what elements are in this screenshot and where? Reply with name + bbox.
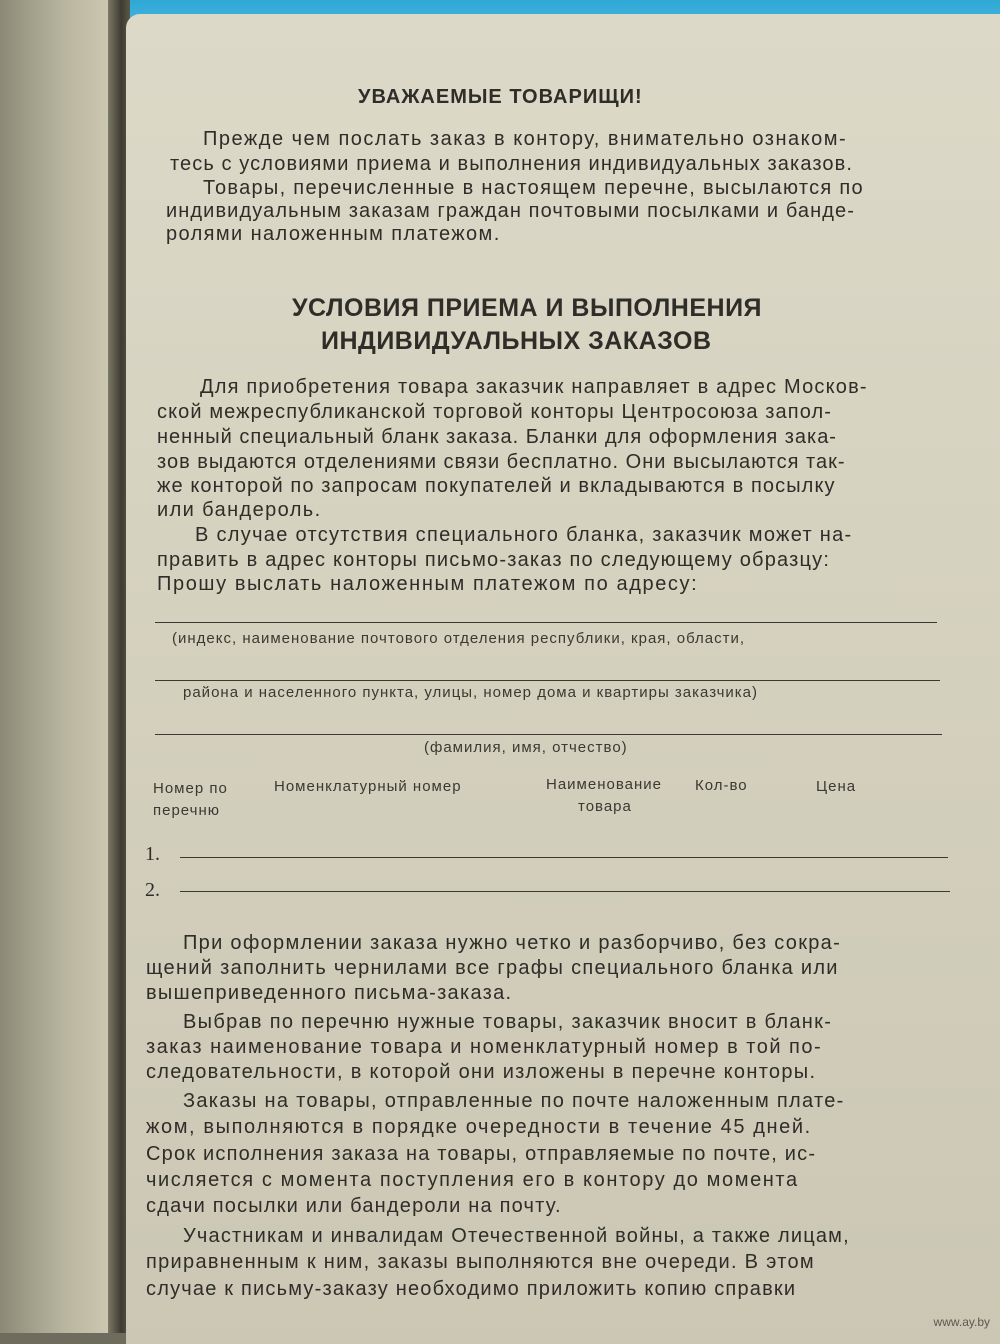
intro-line: Прежде чем послать заказ в контору, внимательно ознаком-	[203, 128, 848, 150]
conditions-line: В случае отсутствия специального бланка, заказчик может на-	[195, 524, 853, 546]
row-number: 2.	[145, 879, 160, 901]
column-number: перечню	[153, 802, 220, 819]
intro-line: Товары, перечисленные в настоящем перечне, высылаются по	[203, 177, 864, 199]
closing-line: жом, выполняются в порядке очередности в течение 45 дней.	[146, 1116, 812, 1138]
page-heading: УВАЖАЕМЫЕ ТОВАРИЩИ!	[358, 86, 643, 108]
order-row-line	[180, 891, 950, 892]
address-line	[155, 622, 937, 623]
conditions-line: ской межреспубликанской торговой конторы Центросоюза запол-	[157, 401, 833, 423]
section-title: ИНДИВИДУАЛЬНЫХ ЗАКАЗОВ	[321, 327, 712, 355]
name-line	[155, 734, 942, 735]
closing-line: приравненным к ним, заказы выполняются вне очереди. В этом	[146, 1251, 815, 1273]
conditions-line: или бандероль.	[157, 499, 322, 521]
conditions-line: править в адрес конторы письмо-заказ по следующему образцу:	[157, 549, 831, 571]
intro-line: тесь с условиями приема и выполнения индивидуальных заказов.	[170, 153, 853, 175]
address-line	[155, 680, 940, 681]
column-qty: Кол-во	[695, 777, 748, 794]
closing-line: числяется с момента поступления его в контору до момента	[146, 1169, 799, 1191]
closing-line: заказ наименование товара и номенклатурный номер в той по-	[146, 1036, 823, 1058]
intro-line: ролями наложенным платежом.	[166, 223, 501, 245]
left-page	[0, 0, 118, 1333]
closing-line: вышеприведенного письма-заказа.	[146, 982, 513, 1004]
conditions-line: Прошу выслать наложенным платежом по адресу:	[157, 573, 699, 595]
column-name: Наименование	[546, 776, 662, 793]
column-name: товара	[578, 798, 632, 815]
conditions-line: зов выдаются отделениями связи бесплатно. Они высылаются так-	[157, 451, 846, 473]
conditions-line: ненный специальный бланк заказа. Бланки для оформления зака-	[157, 426, 837, 448]
row-number: 1.	[145, 843, 160, 865]
address-caption: (индекс, наименование почтового отделения республики, края, области,	[172, 630, 746, 647]
closing-line: случае к письму-заказу необходимо приложить копию справки	[146, 1278, 797, 1300]
column-price: Цена	[816, 778, 857, 795]
name-caption: (фамилия, имя, отчество)	[424, 739, 628, 756]
order-row-line	[180, 857, 948, 858]
closing-line: Участникам и инвалидам Отечественной войны, а также лицам,	[183, 1225, 850, 1247]
closing-line: Заказы на товары, отправленные по почте наложенным плате-	[183, 1090, 845, 1112]
closing-line: щений заполнить чернилами все графы специального бланка или	[146, 957, 839, 979]
column-number: Номер по	[153, 780, 228, 797]
intro-line: индивидуальным заказам граждан почтовыми посылками и банде-	[166, 200, 856, 222]
closing-line: Срок исполнения заказа на товары, отправляемые по почте, ис-	[146, 1143, 817, 1165]
closing-line: Выбрав по перечню нужные товары, заказчик вносит в бланк-	[183, 1011, 833, 1033]
closing-line: следовательности, в которой они изложены в перечне конторы.	[146, 1061, 817, 1083]
closing-line: сдачи посылки или бандероли на почту.	[146, 1195, 562, 1217]
address-caption: района и населенного пункта, улицы, номер дома и квартиры заказчика)	[183, 684, 758, 701]
section-title: УСЛОВИЯ ПРИЕМА И ВЫПОЛНЕНИЯ	[292, 294, 763, 322]
column-nomenclature: Номенклатурный номер	[274, 778, 462, 795]
conditions-line: Для приобретения товара заказчик направляет в адрес Москов-	[200, 376, 868, 398]
closing-line: При оформлении заказа нужно четко и разборчиво, без сокра-	[183, 932, 842, 954]
watermark: www.ay.by	[933, 1315, 990, 1329]
conditions-line: же конторой по запросам покупателей и вкладываются в посылку	[157, 475, 836, 497]
